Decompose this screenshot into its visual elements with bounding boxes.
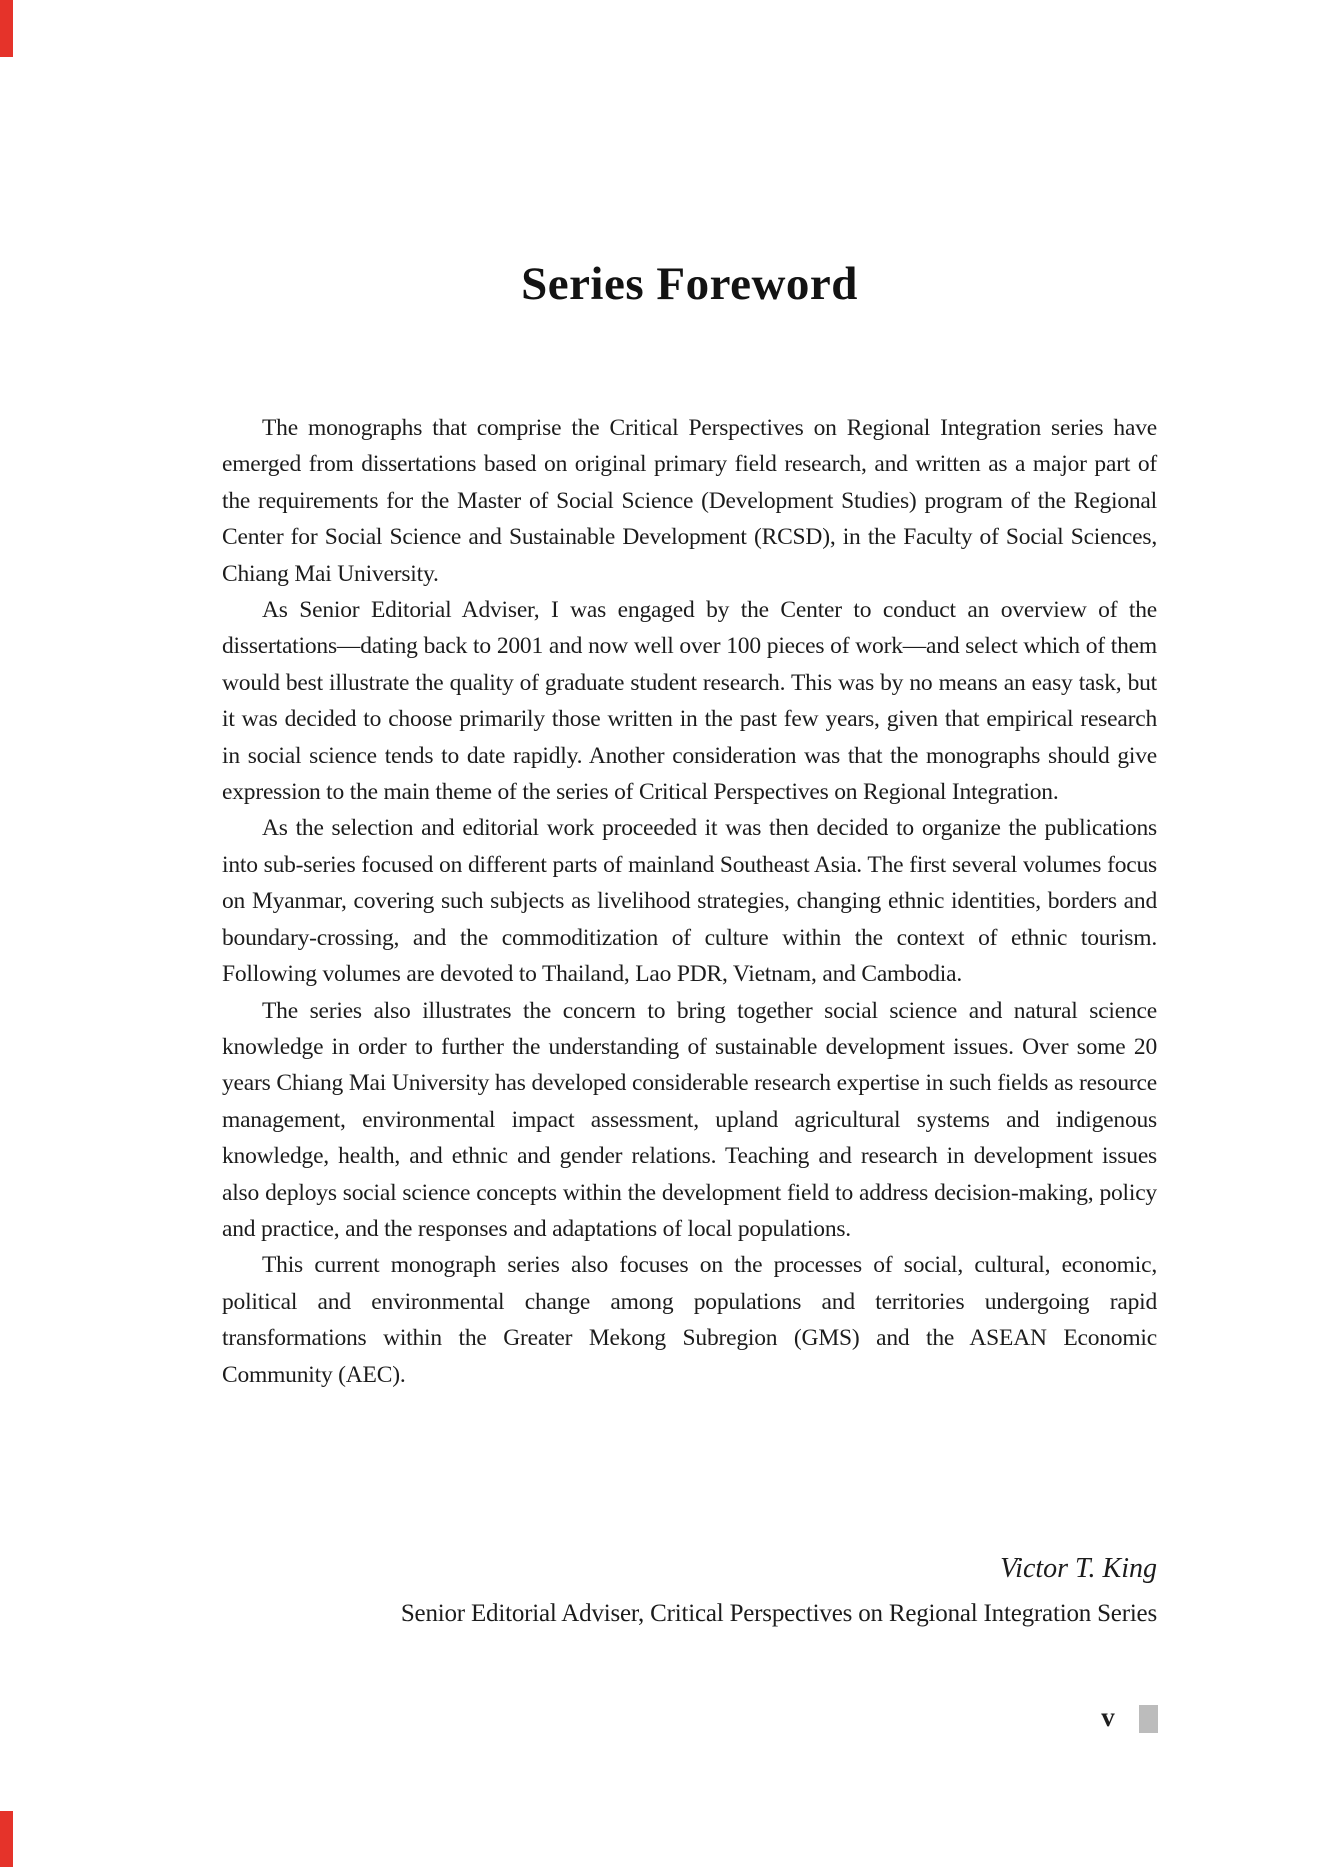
foreword-body (222, 410, 1157, 1393)
page-number: v (1101, 1702, 1115, 1732)
bleed-mark-bottom (0, 1811, 13, 1867)
foreword-paragraph-3: As the selection and editorial work proceeded it was then decided to organize the publications into sub-series focused on different parts of mainland Southeast Asia. The first several volumes focus on Myanmar, covering such subjects as livelihood strategies, changing ethnic identities, borders and boundary-crossing, and the commoditization of culture within the context of ethnic tourism. Following volumes are devoted to Thailand, Lao PDR, Vietnam, and Cambodia. (222, 815, 1157, 988)
foreword-paragraph-1: The monographs that comprise the Critical Perspectives on Regional Integration series have emerged from dissertations based on original primary field research, and written as a major part of the requirements for the Master of Social Science (Development Studies) program of the Regional Center for Social Science and Sustainable Development (RCSD), in the Faculty of Social Sciences, Chiang Mai University. (222, 415, 1157, 587)
author-signature: Victor T. King (1000, 1553, 1157, 1584)
foreword-paragraph-2: As Senior Editorial Adviser, I was engaged by the Center to conduct an overview of the dissertations—dating back to 2001 and now well over 100 pieces of work—and select which of them would best illustrate the quality of graduate student research. This was by no means an easy task, but it was decided to choose primarily those written in the past few years, given that empirical research in social science tends to date rapidly. Another consideration was that the monographs should give expression to the main theme of the series of Critical Perspectives on Regional Integration. (222, 597, 1157, 806)
series-foreword-title: Series Foreword (521, 258, 858, 311)
foreword-paragraph-5: This current monograph series also focuses on the processes of social, cultural, economic, political and environmental change among populations and territories undergoing rapid transformations within the Greater Mekong Subregion (GMS) and the ASEAN Economic Community (AEC). (222, 1252, 1157, 1388)
page-number-marker (1139, 1705, 1158, 1733)
foreword-paragraph-4: The series also illustrates the concern to bring together social science and natural science knowledge in order to further the understanding of sustainable development issues. Over some 20 years Chiang Mai University has developed considerable research expertise in such fields as resource management, environmental impact assessment, upland agricultural systems and indigenous knowledge, health, and ethnic and gender relations. Teaching and research in development issues also deploys social science concepts within the development field to address decision-making, policy and practice, and the responses and adaptations of local populations. (222, 997, 1157, 1242)
bleed-mark-top (0, 0, 13, 57)
author-role: Senior Editorial Adviser, Critical Perspectives on Regional Integration Series (400, 1600, 1157, 1627)
